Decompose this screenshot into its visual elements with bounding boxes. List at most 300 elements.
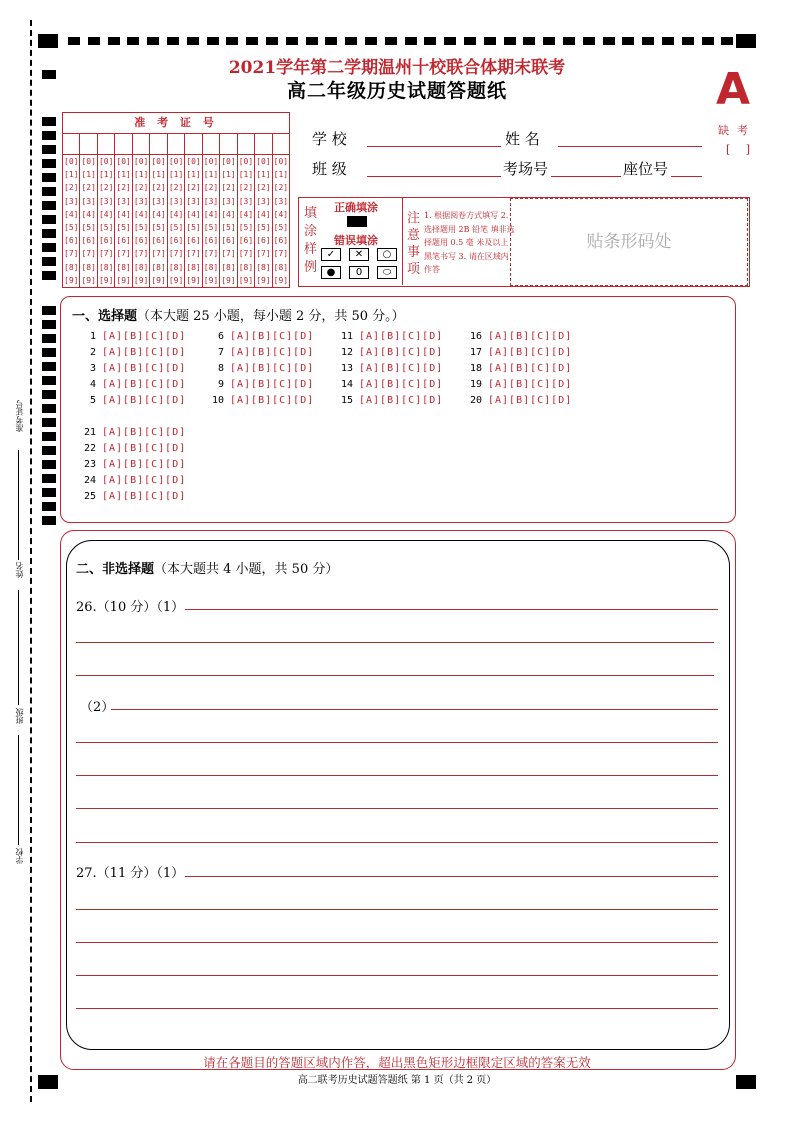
id-column[interactable]	[220, 155, 237, 287]
id-bubble[interactable]: [3]	[256, 196, 271, 206]
id-bubble[interactable]: [5]	[81, 222, 96, 232]
dot-mark-icon: ●	[321, 266, 341, 279]
id-bubble[interactable]: [6]	[273, 236, 289, 246]
mcq-question[interactable]	[460, 347, 572, 358]
id-bubble[interactable]: [8]	[64, 262, 79, 272]
id-bubble[interactable]: [1]	[168, 170, 184, 180]
answer-options[interactable]: [A][B][C][D]	[102, 363, 187, 374]
id-bubble[interactable]: [2]	[98, 183, 114, 193]
version-letter: A	[716, 64, 751, 115]
id-bubble[interactable]: [1]	[81, 170, 96, 180]
answer-options[interactable]: [A][B][C][D]	[230, 363, 315, 374]
mcq-question[interactable]	[74, 459, 186, 470]
id-bubble[interactable]: [7]	[238, 249, 254, 259]
id-digit-box[interactable]	[220, 134, 237, 154]
answer-line[interactable]	[76, 942, 718, 943]
id-bubble[interactable]: [8]	[168, 262, 184, 272]
id-bubble[interactable]: [7]	[203, 249, 219, 259]
id-bubble[interactable]: [4]	[221, 209, 236, 219]
id-digit-box[interactable]	[98, 134, 115, 154]
answer-line[interactable]	[76, 775, 718, 776]
id-bubble[interactable]: [6]	[203, 236, 219, 246]
id-bubble[interactable]: [6]	[151, 236, 166, 246]
id-bubble[interactable]: [0]	[116, 157, 131, 166]
id-bubble[interactable]: [8]	[98, 262, 114, 272]
timing-mark	[42, 257, 56, 266]
question-number: 19	[469, 379, 482, 390]
id-bubble[interactable]: [3]	[186, 196, 201, 206]
id-bubble[interactable]: [3]	[133, 196, 149, 206]
id-bubble[interactable]: [6]	[116, 236, 131, 246]
mcq-question[interactable]	[202, 395, 314, 406]
section2-title	[76, 558, 338, 577]
id-bubble[interactable]: [8]	[81, 262, 96, 272]
question-number: 17	[469, 347, 482, 358]
id-digit-box[interactable]	[150, 134, 167, 154]
id-bubble[interactable]: [5]	[116, 222, 131, 232]
absent-label: 缺考	[718, 124, 756, 137]
id-bubble[interactable]: [2]	[256, 183, 271, 193]
id-bubble[interactable]: [4]	[64, 209, 79, 219]
id-bubble[interactable]: [4]	[256, 209, 271, 219]
answer-options[interactable]: [A][B][C][D]	[359, 331, 444, 342]
id-bubble[interactable]: [9]	[221, 275, 236, 285]
timing-mark	[42, 362, 56, 371]
mcq-question[interactable]	[202, 363, 314, 374]
id-digit-box[interactable]	[168, 134, 185, 154]
cross-mark-icon: ✕	[349, 248, 369, 261]
id-bubble[interactable]: [3]	[168, 196, 184, 206]
id-column[interactable]	[238, 155, 255, 287]
name-field[interactable]	[558, 146, 702, 147]
id-bubble[interactable]: [7]	[64, 249, 79, 259]
id-bubble[interactable]: [5]	[98, 222, 114, 232]
id-bubble[interactable]: [1]	[116, 170, 131, 180]
id-bubble[interactable]: [1]	[203, 170, 219, 180]
timing-mark	[662, 37, 674, 45]
id-bubble[interactable]: [5]	[256, 222, 271, 232]
mcq-question[interactable]	[74, 363, 186, 374]
id-digit-box[interactable]	[273, 134, 289, 154]
id-bubble[interactable]: [8]	[116, 262, 131, 272]
id-bubble[interactable]: [4]	[273, 209, 289, 219]
answer-options[interactable]: [A][B][C][D]	[230, 331, 315, 342]
id-bubble[interactable]: [7]	[273, 249, 289, 259]
answer-options[interactable]: [A][B][C][D]	[488, 347, 573, 358]
id-bubble[interactable]: [8]	[133, 262, 149, 272]
question-number: 2	[89, 347, 96, 358]
id-bubble[interactable]: [6]	[133, 236, 149, 246]
id-bubble[interactable]: [6]	[98, 236, 114, 246]
id-bubble[interactable]: [9]	[203, 275, 219, 285]
mcq-question[interactable]	[74, 347, 186, 358]
mcq-question[interactable]	[74, 475, 186, 486]
question-number: 7	[217, 347, 224, 358]
timing-mark	[42, 187, 56, 196]
id-bubble[interactable]: [6]	[238, 236, 254, 246]
school-field[interactable]	[367, 146, 501, 147]
answer-options[interactable]: [A][B][C][D]	[102, 379, 187, 390]
id-bubble[interactable]: [5]	[168, 222, 184, 232]
id-digit-box[interactable]	[185, 134, 202, 154]
id-bubble[interactable]: [4]	[98, 209, 114, 219]
timing-mark	[325, 37, 337, 45]
id-digit-box[interactable]	[255, 134, 272, 154]
id-bubble[interactable]: [8]	[221, 262, 236, 272]
id-bubble[interactable]: [9]	[256, 275, 271, 285]
timing-mark	[444, 37, 456, 45]
id-bubble[interactable]: [3]	[221, 196, 236, 206]
id-bubble[interactable]: [9]	[186, 275, 201, 285]
timing-mark	[42, 271, 56, 280]
id-bubble[interactable]: [2]	[133, 183, 149, 193]
id-bubble[interactable]: [2]	[203, 183, 219, 193]
id-bubble[interactable]: [7]	[81, 249, 96, 259]
id-bubble[interactable]: [1]	[256, 170, 271, 180]
timing-mark	[682, 37, 694, 45]
id-bubble[interactable]: [6]	[221, 236, 236, 246]
corner-mark	[38, 1075, 58, 1089]
answer-options[interactable]: [A][B][C][D]	[359, 395, 444, 406]
id-bubble[interactable]: [9]	[273, 275, 289, 285]
answer-line[interactable]	[76, 675, 714, 676]
answer-options[interactable]: [A][B][C][D]	[230, 347, 315, 358]
id-column[interactable]	[273, 155, 289, 287]
answer-options[interactable]: [A][B][C][D]	[102, 443, 187, 454]
exam-id-write-row[interactable]	[63, 134, 289, 155]
id-bubble[interactable]: [0]	[238, 157, 254, 166]
class-label: 班 级	[312, 160, 347, 178]
answer-options[interactable]: [A][B][C][D]	[102, 427, 187, 438]
id-bubble[interactable]: [2]	[168, 183, 184, 193]
id-bubble[interactable]: [8]	[151, 262, 166, 272]
id-digit-box[interactable]	[80, 134, 97, 154]
answer-options[interactable]: [A][B][C][D]	[359, 363, 444, 374]
id-bubble[interactable]: [2]	[238, 183, 254, 193]
id-bubble[interactable]: [2]	[186, 183, 201, 193]
timing-mark	[42, 145, 56, 154]
mcq-question[interactable]	[331, 379, 443, 390]
timing-mark	[642, 37, 654, 45]
timing-mark	[42, 243, 56, 252]
id-bubble[interactable]: [9]	[151, 275, 166, 285]
id-bubble[interactable]: [2]	[81, 183, 96, 193]
id-bubble[interactable]: [0]	[186, 157, 201, 166]
name-label: 姓 名	[505, 130, 540, 148]
id-digit-box[interactable]	[203, 134, 220, 154]
school-label: 学 校	[312, 130, 347, 148]
notes-label: 注意事项	[407, 211, 421, 277]
id-bubble[interactable]: [2]	[64, 183, 79, 193]
id-bubble[interactable]: [3]	[238, 196, 254, 206]
id-bubble[interactable]: [9]	[238, 275, 254, 285]
timing-mark	[42, 131, 56, 140]
id-column[interactable]	[115, 155, 132, 287]
mcq-question[interactable]	[74, 395, 186, 406]
timing-marks	[38, 34, 758, 48]
id-bubble[interactable]: [1]	[186, 170, 201, 180]
id-bubble[interactable]: [3]	[98, 196, 114, 206]
id-bubble[interactable]: [0]	[64, 157, 79, 166]
question-number: 11	[340, 331, 353, 342]
id-bubble[interactable]: [5]	[151, 222, 166, 232]
id-bubble[interactable]: [4]	[186, 209, 201, 219]
question-number: 16	[469, 331, 482, 342]
id-bubble[interactable]: [7]	[168, 249, 184, 259]
timing-mark	[167, 37, 179, 45]
id-bubble[interactable]: [3]	[151, 196, 166, 206]
id-bubble[interactable]: [5]	[238, 222, 254, 232]
timing-mark	[42, 516, 56, 525]
mcq-question[interactable]	[74, 491, 186, 502]
corner-mark	[736, 1075, 756, 1089]
timing-mark	[42, 446, 56, 455]
timing-mark	[42, 488, 56, 497]
id-bubble[interactable]: [4]	[81, 209, 96, 219]
side-line	[18, 590, 19, 705]
question-number: 8	[217, 363, 224, 374]
timing-mark	[68, 37, 80, 45]
timing-mark	[523, 37, 535, 45]
id-bubble[interactable]: [9]	[81, 275, 96, 285]
answer-options[interactable]: [A][B][C][D]	[102, 395, 187, 406]
id-bubble[interactable]: [2]	[151, 183, 166, 193]
id-bubble[interactable]: [7]	[256, 249, 271, 259]
id-digit-box[interactable]	[238, 134, 255, 154]
question-number: 18	[469, 363, 482, 374]
id-column[interactable]	[168, 155, 185, 287]
question-number: 5	[89, 395, 96, 406]
id-bubble[interactable]: [5]	[186, 222, 201, 232]
answer-options[interactable]: [A][B][C][D]	[102, 331, 187, 342]
id-digit-box[interactable]	[63, 134, 80, 154]
mcq-question[interactable]	[460, 379, 572, 390]
id-bubble[interactable]: [4]	[151, 209, 166, 219]
answer-line[interactable]	[76, 1008, 718, 1009]
paper-title: 高二年级历史试题答题纸	[286, 80, 507, 102]
question-number: 25	[83, 491, 96, 502]
answer-options[interactable]: [A][B][C][D]	[230, 395, 315, 406]
answer-line[interactable]	[185, 876, 718, 877]
id-column[interactable]	[203, 155, 220, 287]
id-bubble[interactable]: [2]	[273, 183, 289, 193]
id-bubble[interactable]: [8]	[273, 262, 289, 272]
id-bubble[interactable]: [0]	[133, 157, 149, 166]
id-bubble[interactable]: [1]	[133, 170, 149, 180]
id-bubble[interactable]: [5]	[64, 222, 79, 232]
side-label-class: 班级	[15, 708, 24, 724]
answer-options[interactable]: [A][B][C][D]	[102, 475, 187, 486]
id-bubble[interactable]: [3]	[116, 196, 131, 206]
id-bubble[interactable]: [0]	[203, 157, 219, 166]
id-bubble[interactable]: [4]	[133, 209, 149, 219]
mcq-question[interactable]	[460, 363, 572, 374]
question-number: 3	[89, 363, 96, 374]
timing-mark	[42, 159, 56, 168]
answer-line[interactable]	[76, 909, 718, 910]
answer-options[interactable]: [A][B][C][D]	[102, 347, 187, 358]
mcq-question[interactable]	[74, 331, 186, 342]
timing-mark	[563, 37, 575, 45]
id-bubble[interactable]: [3]	[203, 196, 219, 206]
mcq-question[interactable]	[331, 363, 443, 374]
id-bubble[interactable]: [6]	[256, 236, 271, 246]
room-field[interactable]	[551, 176, 621, 177]
id-column[interactable]	[80, 155, 97, 287]
id-column[interactable]	[255, 155, 272, 287]
id-bubble[interactable]: [9]	[133, 275, 149, 285]
id-bubble[interactable]: [8]	[203, 262, 219, 272]
check-mark-icon: ✓	[321, 248, 341, 261]
corner-mark	[736, 34, 756, 48]
id-bubble[interactable]: [5]	[221, 222, 236, 232]
id-bubble[interactable]: [1]	[98, 170, 114, 180]
id-column[interactable]	[150, 155, 167, 287]
class-field[interactable]	[367, 176, 501, 177]
mcq-question[interactable]	[460, 395, 572, 406]
id-bubble[interactable]: [3]	[81, 196, 96, 206]
exam-id-title: 准 考 证 号	[63, 113, 289, 134]
question-number: 6	[217, 331, 224, 342]
answer-options[interactable]: [A][B][C][D]	[488, 363, 573, 374]
timing-mark	[42, 320, 56, 329]
timing-mark	[42, 229, 56, 238]
mcq-question[interactable]	[74, 443, 186, 454]
boundary-warning: 请在各题目的答题区域内作答，超出黑色矩形边框限定区域的答案无效	[203, 1055, 591, 1070]
id-bubble[interactable]: [5]	[133, 222, 149, 232]
seat-label: 座位号	[623, 160, 669, 178]
seat-field[interactable]	[671, 176, 702, 177]
id-bubble[interactable]: [0]	[151, 157, 166, 166]
id-bubble[interactable]: [0]	[98, 157, 114, 166]
mcq-question[interactable]	[331, 395, 443, 406]
id-bubble[interactable]: [1]	[64, 170, 79, 180]
answer-line[interactable]	[76, 642, 714, 643]
timing-mark	[42, 390, 56, 399]
id-bubble[interactable]: [0]	[221, 157, 236, 166]
id-bubble[interactable]: [6]	[64, 236, 79, 246]
id-bubble[interactable]: [9]	[98, 275, 114, 285]
mcq-question[interactable]	[74, 427, 186, 438]
timing-mark	[405, 37, 417, 45]
answer-options[interactable]: [A][B][C][D]	[102, 491, 187, 502]
question-number: 23	[83, 459, 96, 470]
mcq-question[interactable]	[460, 331, 572, 342]
id-bubble[interactable]: [7]	[133, 249, 149, 259]
mcq-question[interactable]	[74, 379, 186, 390]
id-bubble[interactable]: [7]	[186, 249, 201, 259]
id-bubble[interactable]: [9]	[116, 275, 131, 285]
exam-id-bubbles[interactable]	[63, 155, 289, 287]
timing-mark	[42, 502, 56, 511]
id-bubble[interactable]: [6]	[168, 236, 184, 246]
id-bubble[interactable]: [8]	[238, 262, 254, 272]
id-bubble[interactable]: [0]	[168, 157, 184, 166]
answer-options[interactable]: [A][B][C][D]	[488, 379, 573, 390]
answer-line[interactable]	[185, 609, 718, 610]
id-bubble[interactable]: [3]	[273, 196, 289, 206]
notes-text: 1. 根据阅卷方式填写 2. 选择题用 2B 铅笔 填非选择题用 0.5 毫 米及以上黑笔书写 3. 请在区域内作答	[424, 211, 515, 274]
id-bubble[interactable]: [8]	[256, 262, 271, 272]
timing-mark	[365, 37, 377, 45]
id-bubble[interactable]: [5]	[203, 222, 219, 232]
id-bubble[interactable]: [4]	[203, 209, 219, 219]
timing-mark	[187, 37, 199, 45]
id-bubble[interactable]: [6]	[81, 236, 96, 246]
id-digit-box[interactable]	[133, 134, 150, 154]
id-bubble[interactable]: [8]	[186, 262, 201, 272]
id-bubble[interactable]: [1]	[221, 170, 236, 180]
mcq-question[interactable]	[331, 347, 443, 358]
answer-line[interactable]	[76, 808, 718, 809]
id-bubble[interactable]: [4]	[168, 209, 184, 219]
answer-line[interactable]	[76, 975, 718, 976]
mcq-question[interactable]	[202, 379, 314, 390]
id-bubble[interactable]: [4]	[238, 209, 254, 219]
answer-options[interactable]: [A][B][C][D]	[359, 347, 444, 358]
section1-title-bold: 一、选择题	[72, 309, 138, 324]
wrong-fill-label: 错误填涂	[334, 234, 378, 247]
id-bubble[interactable]: [7]	[116, 249, 131, 259]
id-column[interactable]	[63, 155, 80, 287]
id-bubble[interactable]: [0]	[81, 157, 96, 166]
id-bubble[interactable]: [2]	[221, 183, 236, 193]
id-digit-box[interactable]	[115, 134, 132, 154]
id-bubble[interactable]: [7]	[98, 249, 114, 259]
id-column[interactable]	[185, 155, 202, 287]
corner-mark	[38, 34, 58, 48]
answer-options[interactable]: [A][B][C][D]	[488, 331, 573, 342]
answer-line[interactable]	[111, 709, 718, 710]
mcq-question[interactable]	[202, 331, 314, 342]
id-bubble[interactable]: [5]	[273, 222, 289, 232]
id-bubble[interactable]: [1]	[273, 170, 289, 180]
id-bubble[interactable]: [7]	[151, 249, 166, 259]
question-number: 4	[89, 379, 96, 390]
id-bubble[interactable]: [3]	[64, 196, 79, 206]
id-bubble[interactable]: [1]	[151, 170, 166, 180]
id-bubble[interactable]: [0]	[256, 157, 271, 166]
id-bubble[interactable]: [4]	[116, 209, 131, 219]
id-bubble[interactable]: [9]	[64, 275, 79, 285]
mcq-question[interactable]	[202, 347, 314, 358]
id-bubble[interactable]: [1]	[238, 170, 254, 180]
id-column[interactable]	[98, 155, 115, 287]
absent-checkbox[interactable]: [ ]	[726, 143, 757, 156]
id-bubble[interactable]: [7]	[221, 249, 236, 259]
question-number: 24	[83, 475, 96, 486]
id-bubble[interactable]: [6]	[186, 236, 201, 246]
question-number: 22	[83, 443, 96, 454]
answer-line[interactable]	[76, 742, 718, 743]
answer-line[interactable]	[76, 842, 718, 843]
id-bubble[interactable]: [0]	[273, 157, 289, 166]
question-number: 20	[469, 395, 482, 406]
timing-mark	[42, 348, 56, 357]
answer-options[interactable]: [A][B][C][D]	[102, 459, 187, 470]
side-label-school: 学校	[15, 848, 24, 864]
mcq-question[interactable]	[331, 331, 443, 342]
id-bubble[interactable]: [2]	[116, 183, 131, 193]
answer-options[interactable]: [A][B][C][D]	[488, 395, 573, 406]
id-column[interactable]	[133, 155, 150, 287]
section1-title	[72, 305, 405, 324]
id-bubble[interactable]: [9]	[168, 275, 184, 285]
answer-options[interactable]: [A][B][C][D]	[230, 379, 315, 390]
correct-fill-label: 正确填涂	[334, 201, 378, 214]
answer-options[interactable]: [A][B][C][D]	[359, 379, 444, 390]
timing-mark	[42, 334, 56, 343]
